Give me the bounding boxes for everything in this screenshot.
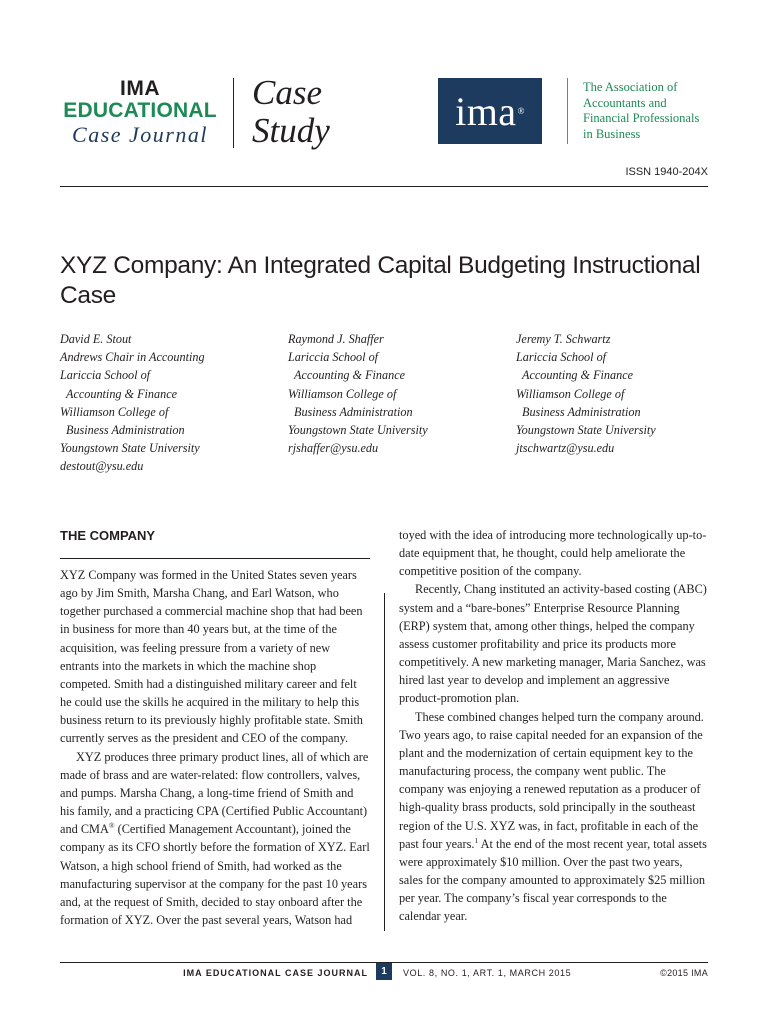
paragraph-text: These combined changes helped turn the company around. Two years ago, to raise capital needed for an expansion of the plant and the modernization of certain equipment key to the manufacturing process, the company went public. The company was enjoying a renewed reputation as a producer of high-quality brass products, sold principally in the southeast region of the U.S. XYZ was, in fact, profitable in each of the past four years.	[399, 709, 704, 851]
issn: ISSN 1940-204X	[625, 166, 708, 178]
masthead-divider	[233, 78, 234, 148]
author-affiliation: Business Administration	[294, 404, 413, 419]
author-affiliation: Accounting & Finance	[66, 386, 178, 401]
logo-divider	[567, 78, 568, 144]
author-affiliation: Lariccia School of	[516, 350, 607, 365]
author-affiliation: Williamson College of	[516, 386, 625, 401]
association-tagline	[583, 80, 743, 142]
case-study-label	[252, 74, 330, 150]
author-affiliation: Williamson College of	[60, 404, 169, 419]
case-study-line2: Study	[252, 111, 330, 150]
association-line: in Business	[583, 126, 641, 141]
paragraph-text: At the end of the most recent year, total assets were approximately $10 million. Over the past two years, sales for the company amounted to approximately $25 million per year. The company’s fiscal year corresponds to the calendar year.	[399, 836, 707, 924]
author-affiliation: Youngstown State University	[516, 423, 656, 438]
association-line: The Association of	[583, 80, 678, 94]
author-name: David E. Stout	[60, 332, 132, 346]
author-email: jtschwartz@ysu.edu	[516, 441, 615, 456]
journal-logo-ima: IMA	[120, 77, 160, 100]
paragraph-text: (Certified Management Accountant), joined the company as its CFO shortly before the formation of XYZ. Earl Watson, a high school friend of Smith, had worked as the manufacturing supervisor at the company for the past 10 years and, at the request of Smith, decided to stay onboard after the formation of XYZ. Over the past several years, Watson had	[60, 822, 370, 927]
author-affiliation: Business Administration	[66, 423, 185, 438]
author-affiliation: Youngstown State University	[60, 441, 200, 456]
article-title: XYZ Company: An Integrated Capital Budgeting Instructional Case	[60, 252, 701, 309]
paragraph	[399, 708, 708, 926]
association-line: Accountants and	[583, 95, 667, 110]
author-shaffer	[288, 330, 428, 457]
page-number: 1	[376, 963, 392, 980]
footnote-marker: 1	[474, 835, 479, 845]
paragraph: toyed with the idea of introducing more technologically up-to-date equipment that, he thought, could help ameliorate the competitive position of the company.	[399, 528, 707, 579]
registered-mark: ®	[108, 821, 115, 831]
ima-logo	[438, 78, 542, 144]
author-affiliation: Youngstown State University	[288, 423, 428, 438]
footer-volume: VOL. 8, NO. 1, ART. 1, MARCH 2015	[403, 968, 572, 978]
author-name: Jeremy T. Schwartz	[516, 332, 611, 346]
author-email: destout@ysu.edu	[60, 459, 144, 474]
author-stout	[60, 330, 205, 476]
author-schwartz	[516, 330, 656, 457]
paragraph	[60, 748, 370, 930]
body-column-left	[60, 566, 370, 929]
paragraph-text: XYZ produces three primary product lines, all of which are made of brass and are water-related: flow controllers, valves, and pumps. Marsha Chang, a long-time friend of Smith and his family, and a practicing CPA (Certified Public Accountant) and CMA	[60, 749, 369, 837]
journal-logo-educational: EDUCATIONAL	[63, 99, 217, 122]
section-rule	[60, 558, 370, 559]
header-rule	[60, 186, 708, 187]
ima-logo-registered-mark: ®	[517, 106, 525, 116]
author-email: rjshaffer@ysu.edu	[288, 441, 379, 456]
author-affiliation: Lariccia School of	[60, 368, 151, 383]
journal-logo	[60, 78, 220, 148]
author-name: Raymond J. Shaffer	[288, 332, 384, 346]
author-affiliation: Williamson College of	[288, 386, 397, 401]
body-column-right	[399, 526, 708, 925]
author-affiliation: Lariccia School of	[288, 350, 379, 365]
author-affiliation: Accounting & Finance	[294, 368, 406, 383]
paragraph: XYZ Company was formed in the United States seven years ago by Jim Smith, Marsha Chang, and Earl Watson, who together purchased a commercial machine shop that had been in business for more than 40 years but, at the time of the acquisition, was feeling pressure from a variety of new entrants into the markets in which the machine shop competed. Smith had a distinguished military career and felt he could use the skills he acquired in the military to help this business return to its previously highly profitable state. Smith currently serves as the president and CEO of the company.	[60, 568, 363, 746]
case-study-line1: Case	[252, 73, 322, 112]
association-line: Financial Professionals	[583, 111, 700, 125]
column-divider	[384, 593, 385, 931]
paragraph: Recently, Chang instituted an activity-based costing (ABC) system and a “bare-bones” Enterprise Resource Planning (ERP) system that, among other things, helped the company assess customer profitability and price its products more competitively. A new marketing manager, Maria Sanchez, was hired last year to develop and implement an aggressive product-promotion plan.	[399, 582, 707, 706]
footer-journal-name: IMA EDUCATIONAL CASE JOURNAL	[183, 968, 368, 978]
journal-logo-case-journal: Case Journal	[72, 122, 208, 147]
section-heading: THE COMPANY	[60, 528, 156, 543]
author-affiliation: Accounting & Finance	[522, 368, 634, 383]
footer-copyright: ©2015 IMA	[660, 968, 708, 978]
ima-logo-text: ima	[455, 88, 517, 134]
author-affiliation: Business Administration	[522, 404, 641, 419]
author-affiliation: Andrews Chair in Accounting	[60, 350, 205, 365]
